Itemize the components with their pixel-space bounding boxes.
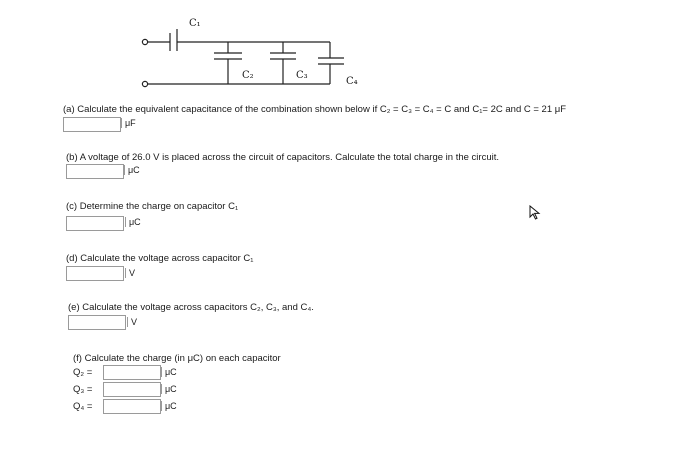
answer-e-input[interactable]: [68, 315, 126, 330]
q3-unit: μC: [161, 384, 177, 394]
label-c2: C₂: [242, 70, 254, 81]
q2-label: Q₂ =: [73, 367, 93, 378]
terminal-top: [142, 39, 147, 44]
question-e: (e) Calculate the voltage across capacitors C₂, C₃, and C₄.: [68, 302, 314, 313]
answer-c-unit: μC: [125, 217, 141, 227]
q3-input[interactable]: [103, 382, 161, 397]
q2-input[interactable]: [103, 365, 161, 380]
answer-c-input[interactable]: [66, 216, 124, 231]
question-a: (a) Calculate the equivalent capacitance of the combination shown below if C₂ = C₃ = C₄ = C and C₁= 2C and C = 21 μF: [63, 104, 567, 115]
label-c1: C₁: [189, 18, 201, 29]
mouse-cursor-icon: [529, 205, 541, 221]
answer-d-input[interactable]: [66, 266, 124, 281]
question-f: (f) Calculate the charge (in μC) on each capacitor: [73, 353, 281, 364]
answer-b-unit: μC: [124, 165, 140, 175]
question-c: (c) Determine the charge on capacitor C₁: [66, 201, 239, 212]
question-d: (d) Calculate the voltage across capacitor C₁: [66, 253, 254, 264]
q3-label: Q₃ =: [73, 384, 93, 395]
answer-e-unit: V: [127, 317, 137, 327]
label-c3: C₃: [296, 70, 308, 81]
answer-b-input[interactable]: [66, 164, 124, 179]
label-c4: C₄: [346, 76, 358, 87]
question-b: (b) A voltage of 26.0 V is placed across the circuit of capacitors. Calculate the total charge in the circuit.: [66, 152, 500, 163]
q4-label: Q₄ =: [73, 401, 93, 412]
circuit-diagram: [0, 0, 360, 100]
q4-input[interactable]: [103, 399, 161, 414]
terminal-bottom: [142, 81, 147, 86]
answer-d-unit: V: [125, 268, 135, 278]
q4-unit: μC: [161, 401, 177, 411]
answer-a-unit: μF: [121, 118, 136, 128]
q2-unit: μC: [161, 367, 177, 377]
answer-a-input[interactable]: [63, 117, 121, 132]
